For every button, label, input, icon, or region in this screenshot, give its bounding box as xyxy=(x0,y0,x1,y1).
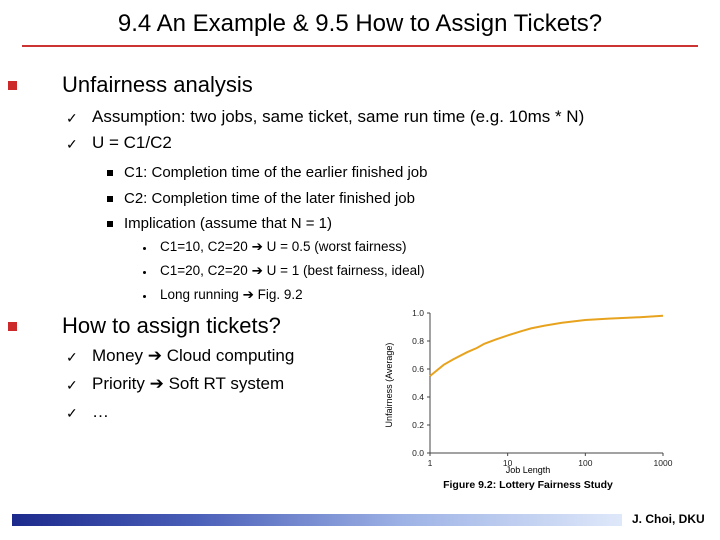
x-tick-label: 10 xyxy=(502,458,513,468)
check-icon: ✓ xyxy=(66,377,78,393)
example-best: C1=20, C2=20 ➔ U = 1 (best fairness, ideal) xyxy=(160,263,425,278)
point-priority: Priority ➔ Soft RT system xyxy=(92,374,285,393)
y-tick-label: 0.8 xyxy=(412,336,424,346)
x-tick-label: 1 xyxy=(427,458,433,468)
x-tick-label: 100 xyxy=(578,458,593,468)
y-tick-label: 0.0 xyxy=(412,448,424,458)
square-bullet-icon xyxy=(107,221,113,227)
example-long-running: Long running ➔ Fig. 9.2 xyxy=(160,287,303,302)
y-tick-label: 0.2 xyxy=(412,420,424,430)
section-bullet-icon xyxy=(8,322,17,331)
square-bullet-icon xyxy=(107,170,113,176)
check-icon: ✓ xyxy=(66,110,78,126)
subpoint-c1: C1: Completion time of the earlier finished job xyxy=(124,164,428,181)
lottery-fairness-chart xyxy=(378,305,688,495)
square-bullet-icon xyxy=(107,196,113,202)
check-icon: ✓ xyxy=(66,136,78,152)
dot-bullet-icon xyxy=(143,271,146,274)
y-tick-label: 0.4 xyxy=(412,392,424,402)
y-axis-label: Unfairness (Average) xyxy=(384,342,394,428)
x-tick-label: 1000 xyxy=(653,458,673,468)
point-ellipsis: … xyxy=(92,402,109,421)
figure-caption: Figure 9.2: Lottery Fairness Study xyxy=(443,479,613,491)
point-u-formula: U = C1/C2 xyxy=(92,133,172,152)
y-tick-label: 0.6 xyxy=(412,364,424,374)
section-bullet-icon xyxy=(8,81,17,90)
slide-title: 9.4 An Example & 9.5 How to Assign Tickets? xyxy=(117,10,603,37)
check-icon: ✓ xyxy=(66,349,78,365)
dot-bullet-icon xyxy=(143,295,146,298)
x-axis-label: Job Length xyxy=(505,465,551,475)
subpoint-implication: Implication (assume that N = 1) xyxy=(124,215,333,232)
y-tick-label: 1.0 xyxy=(412,308,424,318)
title-divider xyxy=(22,45,698,47)
check-icon: ✓ xyxy=(66,405,78,421)
point-assumption: Assumption: two jobs, same ticket, same run time (e.g. 10ms * N) xyxy=(92,107,585,126)
footer-author: J. Choi, DKU xyxy=(632,512,705,526)
example-worst: C1=10, C2=20 ➔ U = 0.5 (worst fairness) xyxy=(160,239,407,254)
unfairness-series-line xyxy=(430,316,663,376)
dot-bullet-icon xyxy=(143,247,146,250)
section-heading-unfairness: Unfairness analysis xyxy=(62,72,253,97)
point-money: Money ➔ Cloud computing xyxy=(92,346,295,365)
section-heading-tickets: How to assign tickets? xyxy=(62,313,281,338)
subpoint-c2: C2: Completion time of the later finished job xyxy=(124,190,415,207)
footer-gradient-bar xyxy=(12,514,622,526)
